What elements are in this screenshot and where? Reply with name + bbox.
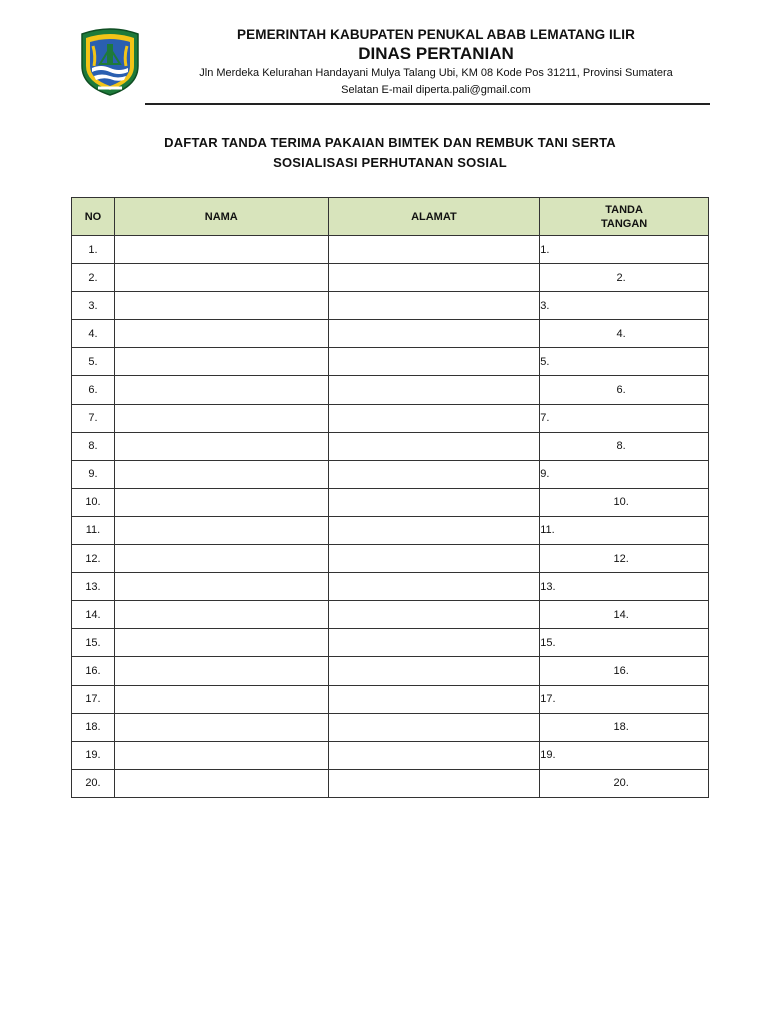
signature-cell[interactable] (540, 460, 709, 488)
signature-number: 6. (616, 384, 626, 397)
row-number: 12. (72, 545, 115, 573)
alamat-cell[interactable] (328, 376, 540, 404)
document-title (70, 133, 710, 173)
table-row (72, 657, 709, 685)
table-row (72, 741, 709, 769)
nama-cell[interactable] (114, 488, 328, 516)
column-header-tanda-tangan (540, 198, 709, 236)
table-header-row (72, 198, 709, 236)
signature-number: 10. (613, 496, 629, 509)
table-row (72, 320, 709, 348)
alamat-cell[interactable] (328, 769, 540, 797)
alamat-cell[interactable] (328, 516, 540, 544)
signature-cell[interactable] (540, 713, 709, 741)
row-number: 2. (72, 264, 115, 292)
alamat-cell[interactable] (328, 629, 540, 657)
letterhead-divider (145, 103, 710, 105)
signature-number: 9. (540, 468, 550, 481)
nama-cell[interactable] (114, 516, 328, 544)
row-number: 14. (72, 601, 115, 629)
signature-number: 2. (616, 271, 626, 284)
tanda-label: TANDA (605, 203, 643, 216)
signature-number: 18. (613, 721, 629, 734)
email-line: Selatan E-mail diperta.pali@gmail.com (341, 84, 531, 96)
signature-number: 13. (540, 580, 556, 593)
table-row (72, 292, 709, 320)
alamat-cell[interactable] (328, 573, 540, 601)
alamat-cell[interactable] (328, 264, 540, 292)
signature-number: 1. (540, 243, 550, 256)
row-number: 17. (72, 685, 115, 713)
row-number: 18. (72, 713, 115, 741)
table-row (72, 376, 709, 404)
row-number: 3. (72, 292, 115, 320)
alamat-cell[interactable] (328, 741, 540, 769)
nama-cell[interactable] (114, 264, 328, 292)
row-number: 11. (72, 516, 115, 544)
address-line: Jln Merdeka Kelurahan Handayani Mulya Talang Ubi, KM 08 Kode Pos 31211, Provinsi Sumatera (199, 67, 673, 79)
row-number: 5. (72, 348, 115, 376)
signature-cell[interactable] (540, 601, 709, 629)
nama-cell[interactable] (114, 629, 328, 657)
alamat-cell[interactable] (328, 432, 540, 460)
signature-number: 3. (540, 299, 550, 312)
table-body (72, 236, 709, 798)
tangan-label: TANGAN (600, 217, 648, 230)
nama-cell[interactable] (114, 685, 328, 713)
signature-cell[interactable] (540, 236, 709, 264)
row-number: 16. (72, 657, 115, 685)
signature-cell[interactable] (540, 545, 709, 573)
table-row (72, 685, 709, 713)
nama-cell[interactable] (114, 404, 328, 432)
signature-number: 17. (540, 693, 556, 706)
signature-cell[interactable] (540, 320, 709, 348)
signature-number: 4. (616, 327, 626, 340)
signature-number: 5. (540, 355, 550, 368)
column-header-no: NO (72, 198, 115, 236)
signature-cell[interactable] (540, 573, 709, 601)
table-row (72, 545, 709, 573)
signature-cell[interactable] (540, 264, 709, 292)
row-number: 10. (72, 488, 115, 516)
table-row (72, 769, 709, 797)
regency-coat-of-arms-icon (76, 26, 144, 96)
row-number: 15. (72, 629, 115, 657)
signature-cell[interactable] (540, 488, 709, 516)
table-row (72, 264, 709, 292)
alamat-cell[interactable] (328, 713, 540, 741)
row-number: 20. (72, 769, 115, 797)
table-row (72, 516, 709, 544)
signature-number: 12. (613, 552, 629, 565)
alamat-cell[interactable] (328, 657, 540, 685)
alamat-cell[interactable] (328, 404, 540, 432)
signature-cell[interactable] (540, 769, 709, 797)
table-row (72, 404, 709, 432)
row-number: 8. (72, 432, 115, 460)
table-row (72, 488, 709, 516)
signature-number: 15. (540, 636, 556, 649)
nama-cell[interactable] (114, 376, 328, 404)
signature-number: 11. (540, 524, 555, 537)
signature-number: 19. (540, 749, 556, 762)
signature-cell[interactable] (540, 657, 709, 685)
nama-cell[interactable] (114, 601, 328, 629)
signature-number: 14. (613, 608, 629, 621)
alamat-cell[interactable] (328, 320, 540, 348)
nama-cell[interactable] (114, 545, 328, 573)
signature-cell[interactable] (540, 404, 709, 432)
column-header-alamat: ALAMAT (328, 198, 540, 236)
alamat-cell[interactable] (328, 348, 540, 376)
alamat-cell[interactable] (328, 292, 540, 320)
title-line-2: SOSIALISASI PERHUTANAN SOSIAL (273, 155, 507, 170)
nama-cell[interactable] (114, 292, 328, 320)
nama-cell[interactable] (114, 769, 328, 797)
column-header-nama: NAMA (114, 198, 328, 236)
signature-number: 8. (616, 440, 626, 453)
alamat-cell[interactable] (328, 460, 540, 488)
title-line-1: DAFTAR TANDA TERIMA PAKAIAN BIMTEK DAN REMBUK TANI SERTA (164, 135, 616, 150)
signature-number: 16. (613, 664, 629, 677)
row-number: 13. (72, 573, 115, 601)
nama-cell[interactable] (114, 460, 328, 488)
table-row (72, 460, 709, 488)
nama-cell[interactable] (114, 432, 328, 460)
signature-cell[interactable] (540, 292, 709, 320)
nama-cell[interactable] (114, 320, 328, 348)
table-row (72, 601, 709, 629)
signature-cell[interactable] (540, 741, 709, 769)
signature-cell[interactable] (540, 432, 709, 460)
table-row (72, 629, 709, 657)
row-number: 4. (72, 320, 115, 348)
table-row (72, 713, 709, 741)
nama-cell[interactable] (114, 713, 328, 741)
signature-cell[interactable] (540, 516, 709, 544)
receipt-table (71, 197, 709, 798)
alamat-cell[interactable] (328, 488, 540, 516)
signature-number: 20. (613, 777, 629, 790)
row-number: 9. (72, 460, 115, 488)
signature-cell[interactable] (540, 348, 709, 376)
nama-cell[interactable] (114, 741, 328, 769)
signature-cell[interactable] (540, 629, 709, 657)
signature-number: 7. (540, 412, 550, 425)
nama-cell[interactable] (114, 236, 328, 264)
letterhead (70, 22, 710, 104)
row-number: 6. (72, 376, 115, 404)
alamat-cell[interactable] (328, 545, 540, 573)
alamat-cell[interactable] (328, 685, 540, 713)
table-row (72, 432, 709, 460)
row-number: 7. (72, 404, 115, 432)
table-row (72, 236, 709, 264)
row-number: 19. (72, 741, 115, 769)
nama-cell[interactable] (114, 348, 328, 376)
nama-cell[interactable] (114, 573, 328, 601)
alamat-cell[interactable] (328, 601, 540, 629)
signature-cell[interactable] (540, 376, 709, 404)
table-row (72, 573, 709, 601)
government-name: PEMERINTAH KABUPATEN PENUKAL ABAB LEMATANG ILIR (237, 27, 635, 42)
table-row (72, 348, 709, 376)
signature-cell[interactable] (540, 685, 709, 713)
department-name: DINAS PERTANIAN (358, 44, 514, 63)
nama-cell[interactable] (114, 657, 328, 685)
row-number: 1. (72, 236, 115, 264)
alamat-cell[interactable] (328, 236, 540, 264)
